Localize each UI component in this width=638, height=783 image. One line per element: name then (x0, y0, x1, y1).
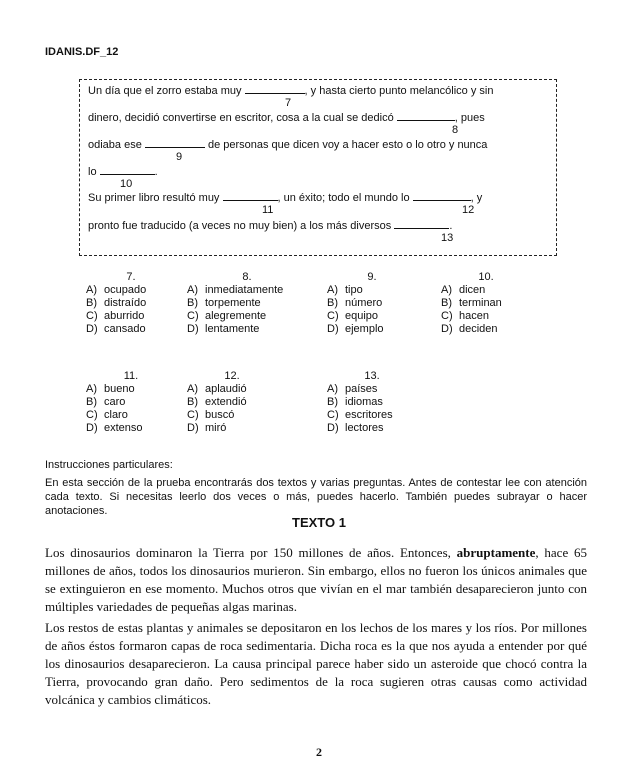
option-letter: D) (187, 323, 199, 335)
option[interactable] (187, 323, 307, 336)
option-text: aplaudió (205, 383, 247, 395)
option-letter: D) (327, 323, 339, 335)
paragraph-text: , hace 65 millones de años, todos los dinosaurios murieron. Sin embargo, ellos no fueron los únicos animales que se extinguieron en ese momento. Muchos otros que vivían en el mar también desaparecieron junto con múltiples variedades de pequeñas algas marinas. (45, 545, 587, 614)
blank-12 (413, 191, 471, 201)
option-letter: C) (187, 310, 199, 322)
blank-9 (145, 138, 205, 148)
option[interactable] (86, 383, 176, 396)
option-text: torpemente (205, 297, 261, 309)
option-letter: D) (441, 323, 453, 335)
question-number: 10. (478, 271, 494, 283)
option-letter: C) (327, 310, 339, 322)
option-letter: A) (187, 383, 198, 395)
option-text: caro (104, 396, 126, 408)
option[interactable] (187, 297, 307, 310)
page-number: 2 (316, 745, 322, 759)
option-text: lentamente (205, 323, 260, 335)
option-letter: C) (86, 310, 98, 322)
option-text: equipo (345, 310, 379, 322)
option[interactable] (86, 284, 176, 297)
blank-10 (100, 165, 155, 175)
cloze-text: odiaba ese (88, 139, 142, 151)
option-text: alegremente (205, 310, 267, 322)
option[interactable] (187, 409, 277, 422)
option-text: ocupado (104, 284, 147, 296)
question-11 (86, 370, 176, 435)
bold-word: abruptamente (456, 545, 536, 560)
option[interactable] (441, 310, 531, 323)
option-letter: B) (187, 396, 198, 408)
question-number: 8. (242, 271, 252, 283)
question-13 (327, 370, 417, 435)
instructions-title: Instrucciones particulares: (45, 459, 173, 471)
option[interactable] (441, 323, 531, 336)
option-text: buscó (205, 409, 235, 421)
option[interactable] (86, 396, 176, 409)
option[interactable] (187, 310, 307, 323)
option-letter: D) (86, 323, 98, 335)
question-number: 9. (367, 271, 377, 283)
cloze-text: de personas que dicen voy a hacer esto o lo otro y nunca (207, 139, 488, 151)
cloze-line-6 (88, 219, 452, 232)
cloze-text: Un día que el zorro estaba muy (88, 85, 242, 97)
option-letter: A) (327, 383, 338, 395)
cloze-line-3 (88, 138, 487, 151)
blank-number: 7 (285, 97, 292, 109)
option[interactable] (327, 284, 417, 297)
cloze-text: . (154, 166, 158, 178)
option-letter: A) (441, 284, 452, 296)
blank-number: 11 (262, 204, 274, 216)
option-letter: A) (187, 284, 198, 296)
option[interactable] (327, 310, 417, 323)
option[interactable] (327, 383, 417, 396)
option[interactable] (441, 297, 531, 310)
option-text: cansado (104, 323, 146, 335)
blank-number: 8 (452, 124, 459, 136)
cloze-text: , y hasta cierto punto melancólico y sin (304, 85, 494, 97)
option-letter: B) (441, 297, 452, 309)
option-letter: D) (187, 422, 199, 434)
option[interactable] (86, 297, 176, 310)
option-text: lectores (345, 422, 384, 434)
question-number: 13. (364, 370, 380, 382)
paragraph-text: Los dinosaurios dominaron la Tierra por 150 millones de años. Entonces, (45, 545, 457, 560)
option-letter: A) (86, 383, 97, 395)
blank-8 (397, 111, 455, 121)
cloze-line-2 (88, 111, 485, 124)
option-text: inmediatamente (205, 284, 284, 296)
option[interactable] (86, 323, 176, 336)
option-text: miró (205, 422, 227, 434)
question-9 (327, 271, 417, 336)
option-text: claro (104, 409, 128, 421)
option-text: tipo (345, 284, 363, 296)
option[interactable] (86, 422, 176, 435)
question-number: 11. (123, 370, 139, 382)
option-text: países (345, 383, 378, 395)
option[interactable] (187, 422, 277, 435)
option[interactable] (327, 297, 417, 310)
instructions-body: En esta sección de la prueba encontrarás dos textos y varias preguntas. Antes de contestar lee con atención cada texto. Si necesitas leerlo dos veces o más, puedes hacerlo. También puedes subrayar o hacer anotaciones. (45, 477, 587, 517)
option-text: número (345, 297, 383, 309)
blank-number: 13 (441, 232, 454, 244)
option-letter: A) (327, 284, 338, 296)
option-text: distraído (104, 297, 147, 309)
option-letter: B) (327, 297, 338, 309)
cloze-text: lo (88, 166, 97, 178)
option-letter: B) (187, 297, 198, 309)
question-8 (187, 271, 307, 336)
blank-13 (394, 219, 449, 229)
cloze-line-1 (88, 84, 493, 97)
paragraph-2: Los restos de estas plantas y animales se depositaron en los lechos de los mares y los ríos. Por millones de años éstos formaron capas de roca sedimentaria. Dicha roca es la que nos ayuda a entender por qué los dinosaurios desaparecieron. La causa principal parece haber sido un asteroide que chocó contra la Tierra, provocando gran daño. Pero sedimentos de la roca sugieren otras causas como actividad volcánica y cambios climáticos. (45, 620, 587, 707)
option[interactable] (187, 284, 307, 297)
option-letter: C) (327, 409, 339, 421)
option[interactable] (187, 396, 277, 409)
option-letter: D) (86, 422, 98, 434)
option[interactable] (187, 383, 277, 396)
cloze-text: Su primer libro resultó muy (88, 192, 220, 204)
paragraph-1 (45, 544, 587, 616)
option[interactable] (441, 284, 531, 297)
blank-7 (245, 84, 305, 94)
option-text: idiomas (345, 396, 383, 408)
option-letter: B) (86, 297, 97, 309)
option-text: aburrido (104, 310, 145, 322)
cloze-text: dinero, decidió convertirse en escritor, cosa a la cual se dedicó (88, 112, 394, 124)
option-letter: C) (441, 310, 453, 322)
question-10 (441, 271, 531, 336)
question-number: 7. (126, 271, 136, 283)
cloze-text: pronto fue traducido (a veces no muy bien) a los más diversos (88, 220, 392, 232)
option-text: extendió (205, 396, 247, 408)
option-text: ejemplo (345, 323, 384, 335)
cloze-line-5 (88, 191, 482, 204)
option-text: extenso (104, 422, 143, 434)
option-letter: C) (187, 409, 199, 421)
blank-11 (223, 191, 278, 201)
option-letter: A) (86, 284, 97, 296)
cloze-text: , un éxito; todo el mundo lo (277, 192, 410, 204)
blank-number: 12 (462, 204, 475, 216)
cloze-text: , pues (454, 112, 485, 124)
option[interactable] (327, 422, 417, 435)
option-letter: D) (327, 422, 339, 434)
option-letter: C) (86, 409, 98, 421)
document-code: IDANIS.DF_12 (45, 46, 119, 58)
option-letter: B) (86, 396, 97, 408)
question-number: 12. (224, 370, 240, 382)
option[interactable] (327, 396, 417, 409)
option-letter: B) (327, 396, 338, 408)
option-text: bueno (104, 383, 135, 395)
question-12 (187, 370, 277, 435)
question-7 (86, 271, 176, 336)
cloze-text: , y (470, 192, 483, 204)
blank-number: 10 (120, 178, 133, 190)
option[interactable] (86, 409, 176, 422)
option[interactable] (327, 323, 417, 336)
option-text: escritores (345, 409, 393, 421)
cloze-line-4 (88, 165, 158, 178)
option-text: dicen (459, 284, 486, 296)
option-text: terminan (459, 297, 502, 309)
cloze-text: . (449, 220, 453, 232)
option[interactable] (86, 310, 176, 323)
texto-title: TEXTO 1 (292, 515, 346, 530)
option-text: deciden (459, 323, 498, 335)
option[interactable] (327, 409, 417, 422)
blank-number: 9 (176, 151, 183, 163)
option-text: hacen (459, 310, 489, 322)
